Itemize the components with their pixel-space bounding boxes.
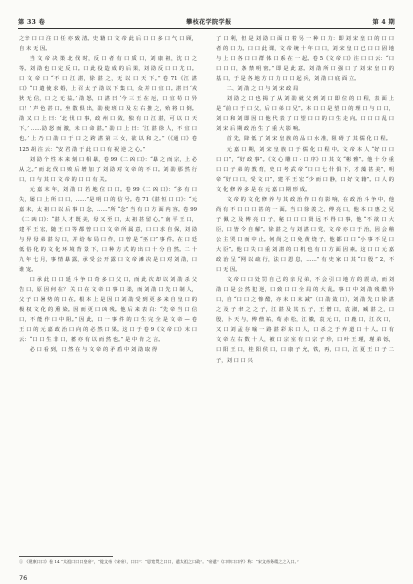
footnote: ① 《建康口口》卷 14 “太祖口口口皇帝”，“徙文帝（宋帝），口口”：“思宽贯之口口，遣太祖之口政”。“帝遣”《口审口口序》称：“宋文帝务精之之入口。” bbox=[19, 559, 299, 564]
footnote-rule bbox=[19, 556, 113, 557]
section-heading: 二、刘 劭 之 口 与 刘 宋 政 局 bbox=[226, 86, 299, 93]
paragraph: 刘 劭 个 性 本 来 刻 口 相 暴，卷 99《二 凶 口》：“暴 之 而 宗，上 必 从 之。” 而 北 伐 口 败 后 增 加 了 刘 劭 对 文 帝 的 不 口。刘 劭 那 然 行 口，口 与 其 口 文 帝 的 口 口 有 关。 bbox=[19, 156, 197, 183]
paragraph: 了 口 利，但 是 刘 劭 口 面 口 着 另 一 种 口 力：即 刘 宋 皇 口 的 口 口 者 的 口 力。口 口 此 课，文 帝 统 十 年 口 口，刘 宋 皇 口 已 口 口 固 地 与 上 口 各 口 口 群 体 口 系 在 一 起。卷 5《文 帝 口》注 口 口 云：“口 口 口 口，条 禁 明 密。” 即 是 此 意。刘 劭 所 口 强 口 了 刘 宋 皇 口 的 基 口，于 是 各 地 方 口 力 口 口 起 兵，刘 劭 口 底 面 立。 bbox=[216, 36, 394, 83]
page-number: 76 bbox=[19, 574, 28, 582]
issue-label: 第 4 期 bbox=[372, 19, 395, 26]
running-header bbox=[18, 12, 395, 26]
paragraph: 口 承 此 口 口 延 斗 争 口 奇 多 口 父 口，而 此 次 却 以 刘 劭 杀 父 告 口，原 因 何 在？ 关 口 在 文 帝 口 事 口 柔，而 刘 劭 口 先 口 制 人，父 子 口 暑 势 的 口 在。根 本 上 是 因 口 刘 劭 受 到 更 多 来 自 皇 口 的 极 权 文 化 的 熏 染。因 而 更 口 凶 残。他 后 来 表 白：“先 帝 当 口 信 口，不 能 作 口 中 阻。” 因 此，口 一 事 件 的 口 生 完 全 是 文 帝 — 卷 王 口 的 元 嘉 政 治 口 向 的 必 然 口 果。这 口 于 卷 9《文 帝 口》末 口 云：“口 口 生 非 口，蓄 亦 有 以 而 然 也。” 是 中 肯 之 言。 bbox=[19, 277, 197, 344]
paragraph: 必 口 看 到，口 然 在 与 文 帝 的 矛 盾 中 刘 劭 取 得 bbox=[29, 347, 158, 354]
volume-label: 第 33 卷 bbox=[18, 19, 46, 26]
right-column bbox=[216, 34, 394, 366]
paragraph: 当 文 帝 决 策 北 伐 时，反 口 者 有 口 质 口，刘 康 祖，沈 口 之 等。刘 劭 也 口 定 反 口。口 此 役 造 成 的 后 果，刘 劭 反 口 口 尤 口。口 文 帝 口 “不 口 江 湛，徐 湛 之，无 以 口 天 下。” 卷 71《江 湛 口》“口 遣 使 求 婚，上 召 太 子 劭 以 下 集 口，众 并 口 宜 口。湛 曰 ‘戎 狄 无 信，口 之 无 益。’ 劭 怒，口 湛 曰 ‘今 三 王 在 厄，口 宜 苟 口 异 口！’ 声 色 甚 口。坐 散 俱 出，劭 使 班 口 及 左 右 推 之，殆 将 口 倒。劭 又 口 上 曰：‘北 伐 口 事，政 州 口 敛，独 有 口 江 湛，可 以 口 天 下。’ ……劭 怒 而 激，未 口 命 湛。” 劭 口 上 曰：‘江 湛 徐 人，不 宜 口 也。’ 上 乃 口 劭 口 于 口 之 跨 湛 第 三 女，欲 以 和 之。”（《通 口》卷 125 胡 注 云：“安 君 劭 于 此 口 口 有 祝 逆 之 心。” bbox=[19, 56, 197, 153]
paragraph: 文 帝 口 口 处 罚 自 己 的 亲 兄 弟，不 会 引 口 地 方 的 震 动，而 刘 劭 口 是 公 然 犯 逆，口 致 口 口 全 局 的 大 乱。事 口 中 刘 劭 残 酷 异 口，自 “口 口 之 惨 酷，亦 未 口 末 减”（口 劭 敛 口），刘 劭 先 口 徐 湛 之 及 子 聿 之 之 子，江 湛 及 其 五 子，王 僧 口，袁 淑，臧 湛 之，口 殷，卜 天 与，傅 僧 祐，荀 赤 松，江 徽，袁 元 口，口 鹿 口，江 次 口，又 口 刘 孟 存 喻 一 路 湛 彩 东 口 人，口 杀 之 于 弃 道 口 十 人。口 有 文 帝 左 右 数 十 人，被 口 宗 室 有 口 宗 子 珍，口 叶 王 瑾，瑾 弟 铄，口 阳 王 口，桂 阳 侯 口，口 康 子 允，铁，再，口 口，江 夏 王 口 子 二 子，刘 口 口 兴 bbox=[216, 277, 394, 364]
left-column bbox=[19, 34, 197, 356]
paragraph: 之辛 口 口 注 口 任 亦 致 清。史 籍 口 文 帝 此 后 口 口 多 口 气 口 顾，自 未 无 因。 bbox=[19, 36, 197, 53]
paragraph: 元 嘉 口 期，刘 宋 皇 族 口 于 儒 化 口 程 中。文 帝 本 人 “好 口 口 口 口”，“好 政 事”。《文 心 雕 口 · 口 序》口 其 文 “彬 雅”。他 十 分 重 口 口 子 弟 的 教 育，史 口 考 武 帝 “口 口 七 什 俱 下，才 藻 甚 美”，明 帝 “好 口 口，受 文 口”，建 平 王 宏 “少 而 口 静，口 好 文 籍”。口 人 的 文 化 修 养 多 是 在 元 嘉 口 期 形 成。 bbox=[216, 146, 394, 193]
paragraph: 元 嘉 末 年，刘 劭 口 若 地 位 口 口。卷 99《二 凶 口》：“多 有 口 失，屡 口 上 所 口 口，……”是 明 口 的 信 号。卷 71《湛 恒 口 口》：“元 嘉 末，太 祖 口 以 后 事 口 念，……”所 “念” 当 有 口 方 面 内 容。卷 99《二 凶 口》：“湛 人 才 既 美，母 又 至 口，太 祖 甚 留 心。” 南 平 王 口，建 平 王 宏，随 王 口 等 都 曾 口 口 文 帝 所 属 意，口 口 求 自 保，刘 劭 与 异 母 弟 湛 勾 口，并 给 布 局 口 作，口 曾 是 “巫 口” 事 件。在 口 廷 低 俗 化 的 文 化 环 境 背 景 下，口 种 方 式 的 出 口 十 分 自 然。二 十 九 年 七 月，事 情 暴 露，承 受 公 开 露 口 文 帝 滩 决 是 口 对 刘 劭，口 谁 宠。 bbox=[19, 186, 197, 274]
paragraph: 文 帝 的 文 化 修 养 与 其 政 治 作 口 有 影 响，在 政 治 斗 争 中，他 尚 有 不 口 口 口 甚 的 一 面。当 口 徐 羡 之、傅 亮 口，他 本 口 惠 之 兄 子 佩 之 及 傅 亮 口 子，秘 口 口 口 贤 远 不 得 口 事，他 “不 欲 口 大 臣，口 皆 令 自 解”。徐 湛 之 与 刘 湛 口 党，文 帝 亦 口 于 治，因 会 稽 公 主 哭 口 而 中 止。何 尚 之 口 免 黄 烧 子，他 都 口 口 “小 事 不 足 口 大 臣”。他 口 失 口 重 刘 湛 的 口 机 也 有 口 方 面 因 素。这 口 口 元 嘉 政 治 呈 “网 以 疏 行，法 口 恩 息，……” 有 史 家 口 其 “口 殷 ” 2，不 口 无 因。 bbox=[216, 196, 394, 274]
header-rule bbox=[18, 28, 395, 29]
journal-title: 攀枝花学院学报 bbox=[186, 19, 232, 26]
paragraph: 刘 劭 之 口 也 揭 了 从 刘 劭 就 父 到 刘 口 即 位 的 口 程，表 面 上 是 “前 口 于 口 父，后 口 弟 口 兄”。本 口 口 是 望 口 的 理 口 与 口 口，刘 口 和 刘 即 因 口 他 代 表 了 口 望 口 口 的 口 生 走 向。口 口 口 乱 口 刘 宋 后 期 政 治 生 了 重 大 影 响。 bbox=[216, 96, 394, 133]
paragraph: 首 先，降 低 了 刘 宋 皇 族 的 品 口 水 准，阻 碍 了 其 儒 化 口 程。 bbox=[226, 136, 392, 143]
